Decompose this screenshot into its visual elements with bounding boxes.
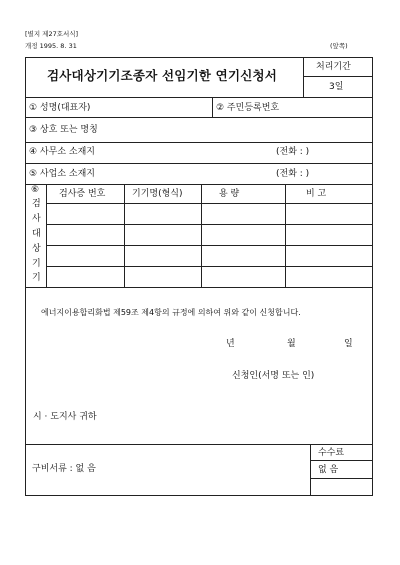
office-phone-label: (전화 : ) [276, 147, 310, 157]
date-year: 년 [226, 339, 235, 349]
side-char: 검 [32, 199, 41, 209]
side-char: 상 [32, 244, 41, 254]
column-header-remarks: 비 고 [306, 189, 327, 199]
fee-divider [310, 444, 311, 496]
resident-number-label: ② 주민등록번호 [216, 103, 280, 113]
fee-row-line [310, 478, 373, 479]
side-char: 사 [32, 214, 41, 224]
side-char: ⑥ [31, 185, 40, 195]
declaration-text: 에너지이용합리화법 제59조 제4항의 규정에 의하여 위와 같이 신청합니다. [41, 308, 301, 317]
side-char: 기 [32, 273, 41, 283]
column-divider [201, 184, 202, 287]
row-line [25, 184, 373, 185]
column-header-capacity: 용 량 [219, 189, 240, 199]
processing-period-label: 처리기간 [316, 62, 351, 72]
processing-divider [303, 76, 373, 77]
row-line [25, 142, 373, 143]
form-frame [25, 57, 373, 496]
row-line [25, 97, 373, 98]
fee-value: 없 음 [318, 465, 339, 475]
fee-label: 수수료 [318, 448, 345, 458]
processing-period-value: 3일 [329, 82, 344, 92]
site-address-label: ⑤ 사업소 소재지 [29, 169, 95, 179]
column-header-model: 기기명(형식) [132, 189, 183, 199]
side-char: 기 [32, 259, 41, 269]
title-divider [303, 57, 304, 97]
form-label: [별지 제27호서식] [25, 30, 79, 38]
required-documents: 구비서류 : 없 음 [32, 464, 96, 474]
table-row-line [46, 266, 373, 267]
table-row-line [46, 245, 373, 246]
paper-size-label: (앞쪽) [330, 42, 348, 50]
row-line [25, 117, 373, 118]
column-divider [124, 184, 125, 287]
office-address-label: ④ 사무소 소재지 [29, 147, 95, 157]
recipient-line: 시 · 도지사 귀하 [33, 412, 97, 422]
form-title: 검사대상기기조종자 선임기한 연기신청서 [47, 68, 278, 83]
row-divider [212, 97, 213, 117]
row-line [25, 444, 373, 445]
applicant-signature: 신청인(서명 또는 인) [232, 371, 315, 381]
table-row-line [46, 224, 373, 225]
row-line [25, 163, 373, 164]
site-phone-label: (전화 : ) [276, 169, 310, 179]
business-name-label: ③ 상호 또는 명칭 [29, 125, 98, 135]
row-line [25, 287, 373, 288]
column-divider [285, 184, 286, 287]
column-header-cert-no: 검사증 번호 [59, 189, 106, 199]
date-day: 일 [344, 339, 353, 349]
date-month: 월 [287, 339, 296, 349]
equipment-side-divider [46, 184, 47, 287]
name-label: ① 성명(대표자) [29, 103, 91, 113]
table-row-line [46, 203, 373, 204]
side-char: 대 [32, 229, 41, 239]
fee-row-line [310, 460, 373, 461]
revision-date: 개정 1995. 8. 31 [25, 42, 77, 50]
